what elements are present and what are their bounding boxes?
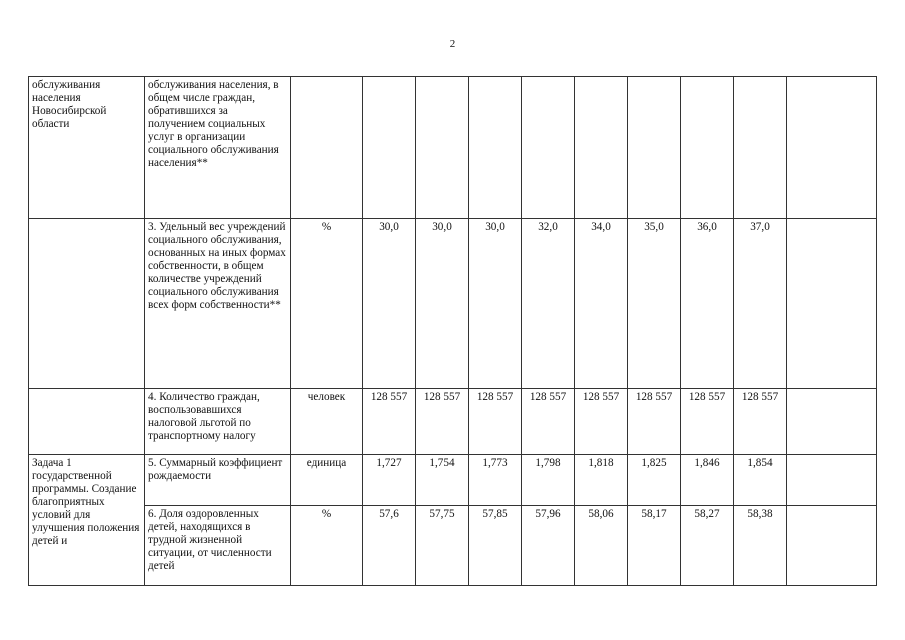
value-cell	[575, 77, 628, 219]
value-cell: 35,0	[628, 219, 681, 389]
value-cell: 128 557	[681, 389, 734, 455]
indicator-cell: 5. Суммарный коэффициент рождаемости	[145, 455, 291, 506]
unit-cell: человек	[291, 389, 363, 455]
extra-cell	[787, 506, 877, 586]
value-cell: 30,0	[469, 219, 522, 389]
value-cell: 58,06	[575, 506, 628, 586]
value-cell	[416, 77, 469, 219]
value-cell: 1,798	[522, 455, 575, 506]
value-cell: 57,85	[469, 506, 522, 586]
indicator-cell: 6. Доля оздоровленных детей, находящихся в трудной жизненной ситуации, от численности детей	[145, 506, 291, 586]
value-cell: 128 557	[628, 389, 681, 455]
value-cell: 1,846	[681, 455, 734, 506]
page-number: 2	[449, 38, 456, 50]
value-cell	[734, 77, 787, 219]
table-row	[29, 219, 877, 389]
extra-cell	[787, 219, 877, 389]
unit-cell	[291, 77, 363, 219]
value-cell	[469, 77, 522, 219]
value-cell: 57,96	[522, 506, 575, 586]
indicator-cell: обслуживания населения, в общем числе граждан, обратившихся за получением социальных услуг в организации социального обслуживания населения**	[145, 77, 291, 219]
value-cell: 58,38	[734, 506, 787, 586]
value-cell: 128 557	[522, 389, 575, 455]
extra-cell	[787, 389, 877, 455]
value-cell	[363, 77, 416, 219]
value-cell: 58,27	[681, 506, 734, 586]
extra-cell	[787, 77, 877, 219]
value-cell: 1,825	[628, 455, 681, 506]
table-row	[29, 455, 877, 506]
value-cell: 57,75	[416, 506, 469, 586]
value-cell: 128 557	[416, 389, 469, 455]
value-cell	[681, 77, 734, 219]
value-cell: 32,0	[522, 219, 575, 389]
value-cell: 1,854	[734, 455, 787, 506]
value-cell: 58,17	[628, 506, 681, 586]
value-cell: 1,727	[363, 455, 416, 506]
table-row	[29, 77, 877, 219]
value-cell: 34,0	[575, 219, 628, 389]
value-cell: 37,0	[734, 219, 787, 389]
value-cell: 128 557	[469, 389, 522, 455]
value-cell: 1,754	[416, 455, 469, 506]
value-cell: 128 557	[734, 389, 787, 455]
value-cell	[628, 77, 681, 219]
extra-cell	[787, 455, 877, 506]
value-cell: 128 557	[575, 389, 628, 455]
unit-cell: %	[291, 506, 363, 586]
goal-cell: обслуживания населения Новосибирской области	[29, 77, 145, 219]
value-cell: 36,0	[681, 219, 734, 389]
indicator-cell: 4. Количество граждан, воспользовавшихся налоговой льготой по транспортному налогу	[145, 389, 291, 455]
table-row	[29, 506, 877, 586]
value-cell: 30,0	[416, 219, 469, 389]
value-cell: 1,773	[469, 455, 522, 506]
value-cell: 1,818	[575, 455, 628, 506]
indicators-table	[28, 76, 877, 586]
value-cell	[522, 77, 575, 219]
goal-cell: Задача 1 государственной программы. Создание благоприятных условий для улучшения положения детей и	[29, 455, 145, 586]
value-cell: 30,0	[363, 219, 416, 389]
value-cell: 128 557	[363, 389, 416, 455]
unit-cell: единица	[291, 455, 363, 506]
goal-cell	[29, 219, 145, 389]
indicator-cell: 3. Удельный вес учреждений социального обслуживания, основанных на иных формах собственности, в общем количестве учреждений социального обслуживания всех форм собственности**	[145, 219, 291, 389]
table-row	[29, 389, 877, 455]
unit-cell: %	[291, 219, 363, 389]
goal-cell	[29, 389, 145, 455]
value-cell: 57,6	[363, 506, 416, 586]
